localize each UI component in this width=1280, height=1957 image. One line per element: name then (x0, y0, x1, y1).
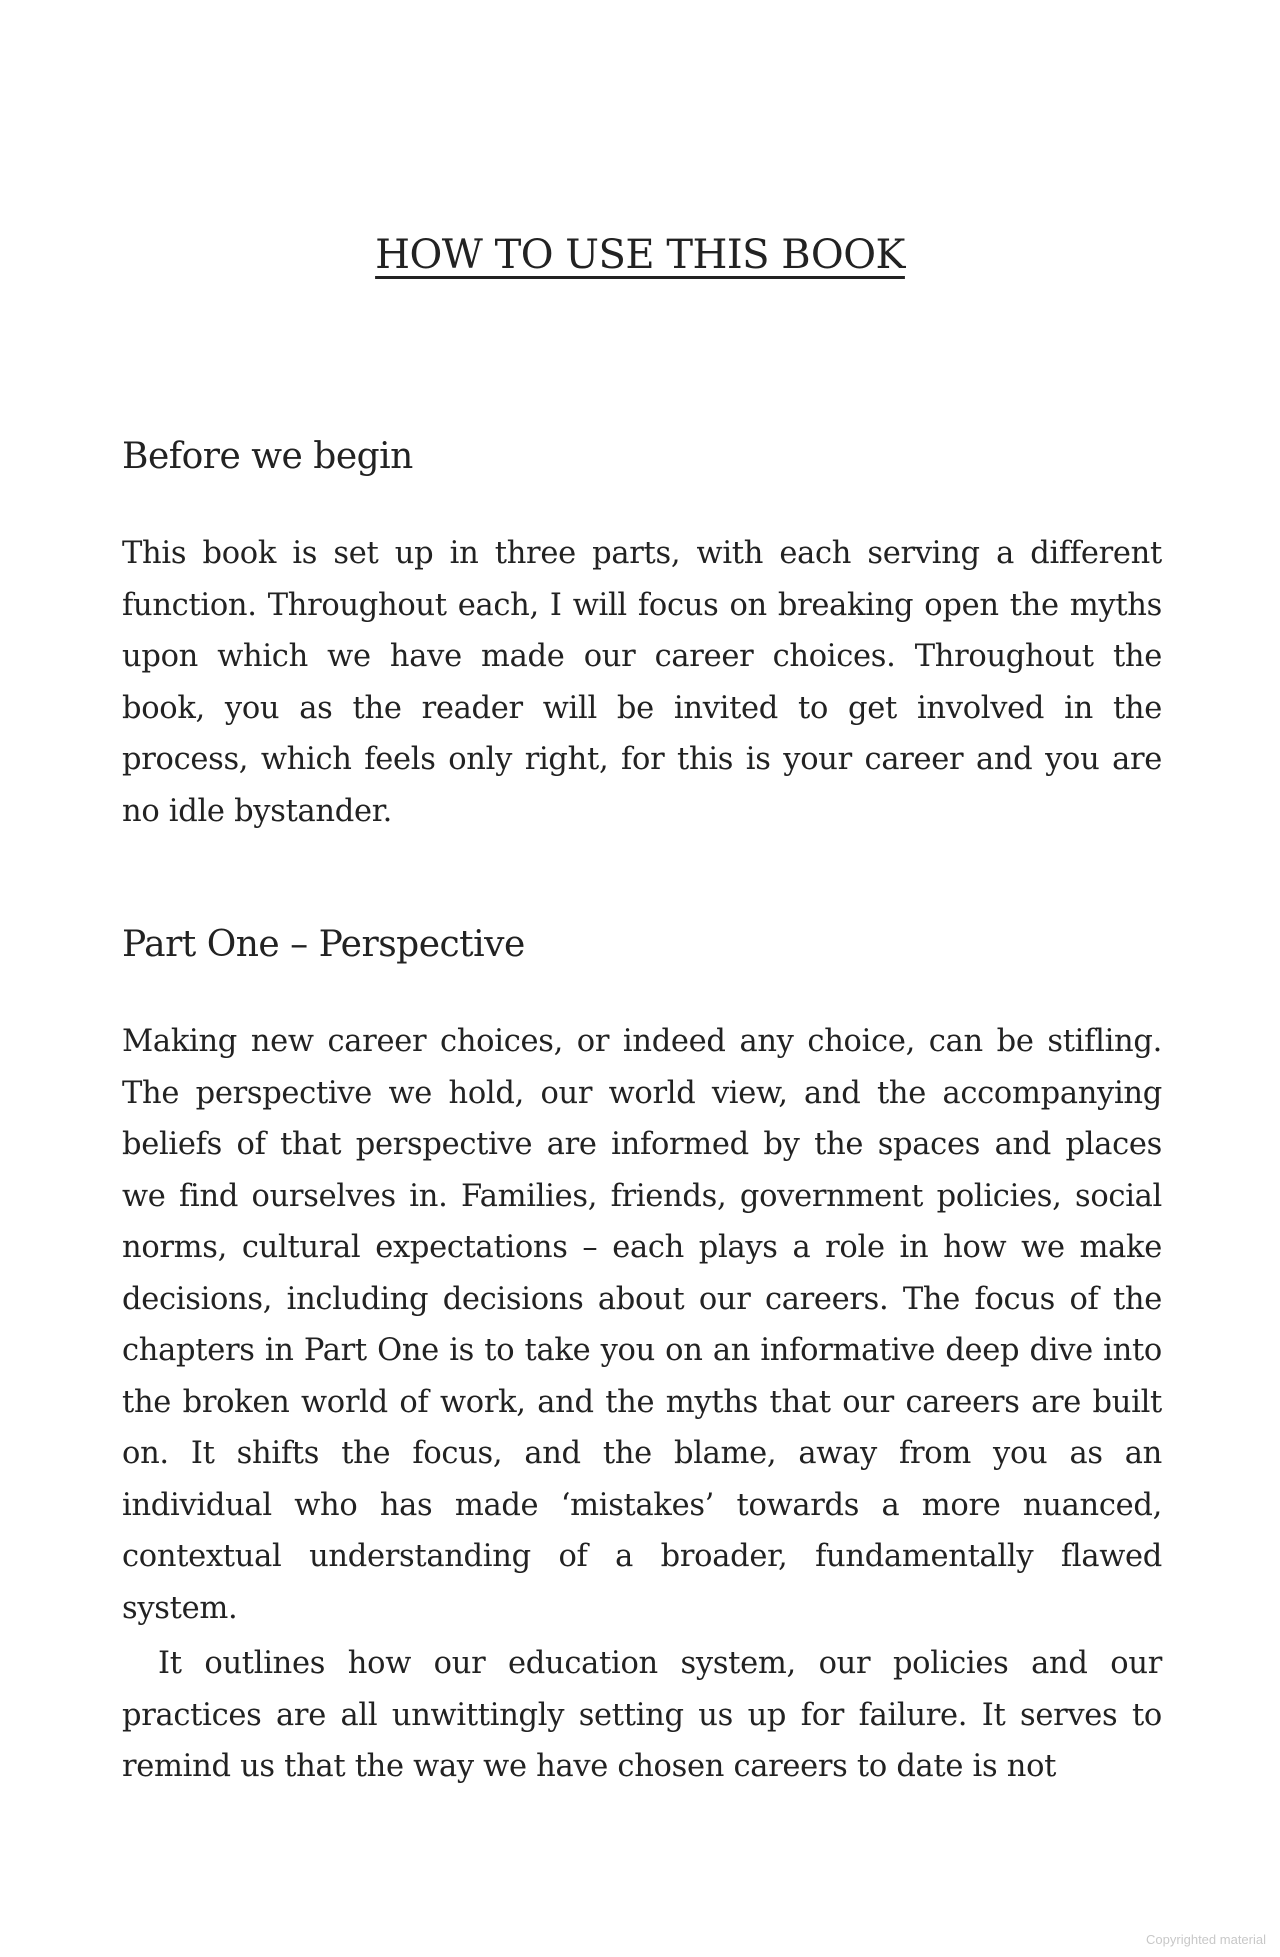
section-body-before-we-begin (122, 528, 1162, 837)
paragraph: Making new career choices, or indeed any choice, can be stifling. The perspective we hold, our world view, and the accompanying beliefs of that perspective are informed by the spaces and places we find ourselves in. Families, friends, government policies, social norms, cultural expectations – each plays a role in how we make decisions, including decisions about our careers. The focus of the chapters in Part One is to take you on an informative deep dive into the broken world of work, and the myths that our careers are built on. It shifts the focus, and the blame, away from you as an individual who has made ‘mistakes’ towards a more nuanced, contextual understanding of a broader, fundamentally flawed system. (122, 1024, 1162, 1626)
section-heading-before-we-begin: Before we begin (122, 436, 413, 477)
page-title: HOW TO USE THIS BOOK (375, 232, 905, 278)
paragraph: It outlines how our education system, our policies and our practices are all unwittingly setting us up for failure. It serves to remind us that the way we have chosen careers to date is not (122, 1646, 1162, 1784)
copyright-watermark: Copyrighted material (1146, 1932, 1266, 1947)
section-body-part-one (122, 1016, 1162, 1793)
section-heading-part-one: Part One – Perspective (122, 924, 525, 965)
paragraph: This book is set up in three parts, with each serving a different function. Throughout each, I will focus on breaking open the myths upon which we have made our career choices. Throughout the book, you as the reader will be invited to get involved in the process, which feels only right, for this is your career and you are no idle bystander. (122, 536, 1162, 829)
